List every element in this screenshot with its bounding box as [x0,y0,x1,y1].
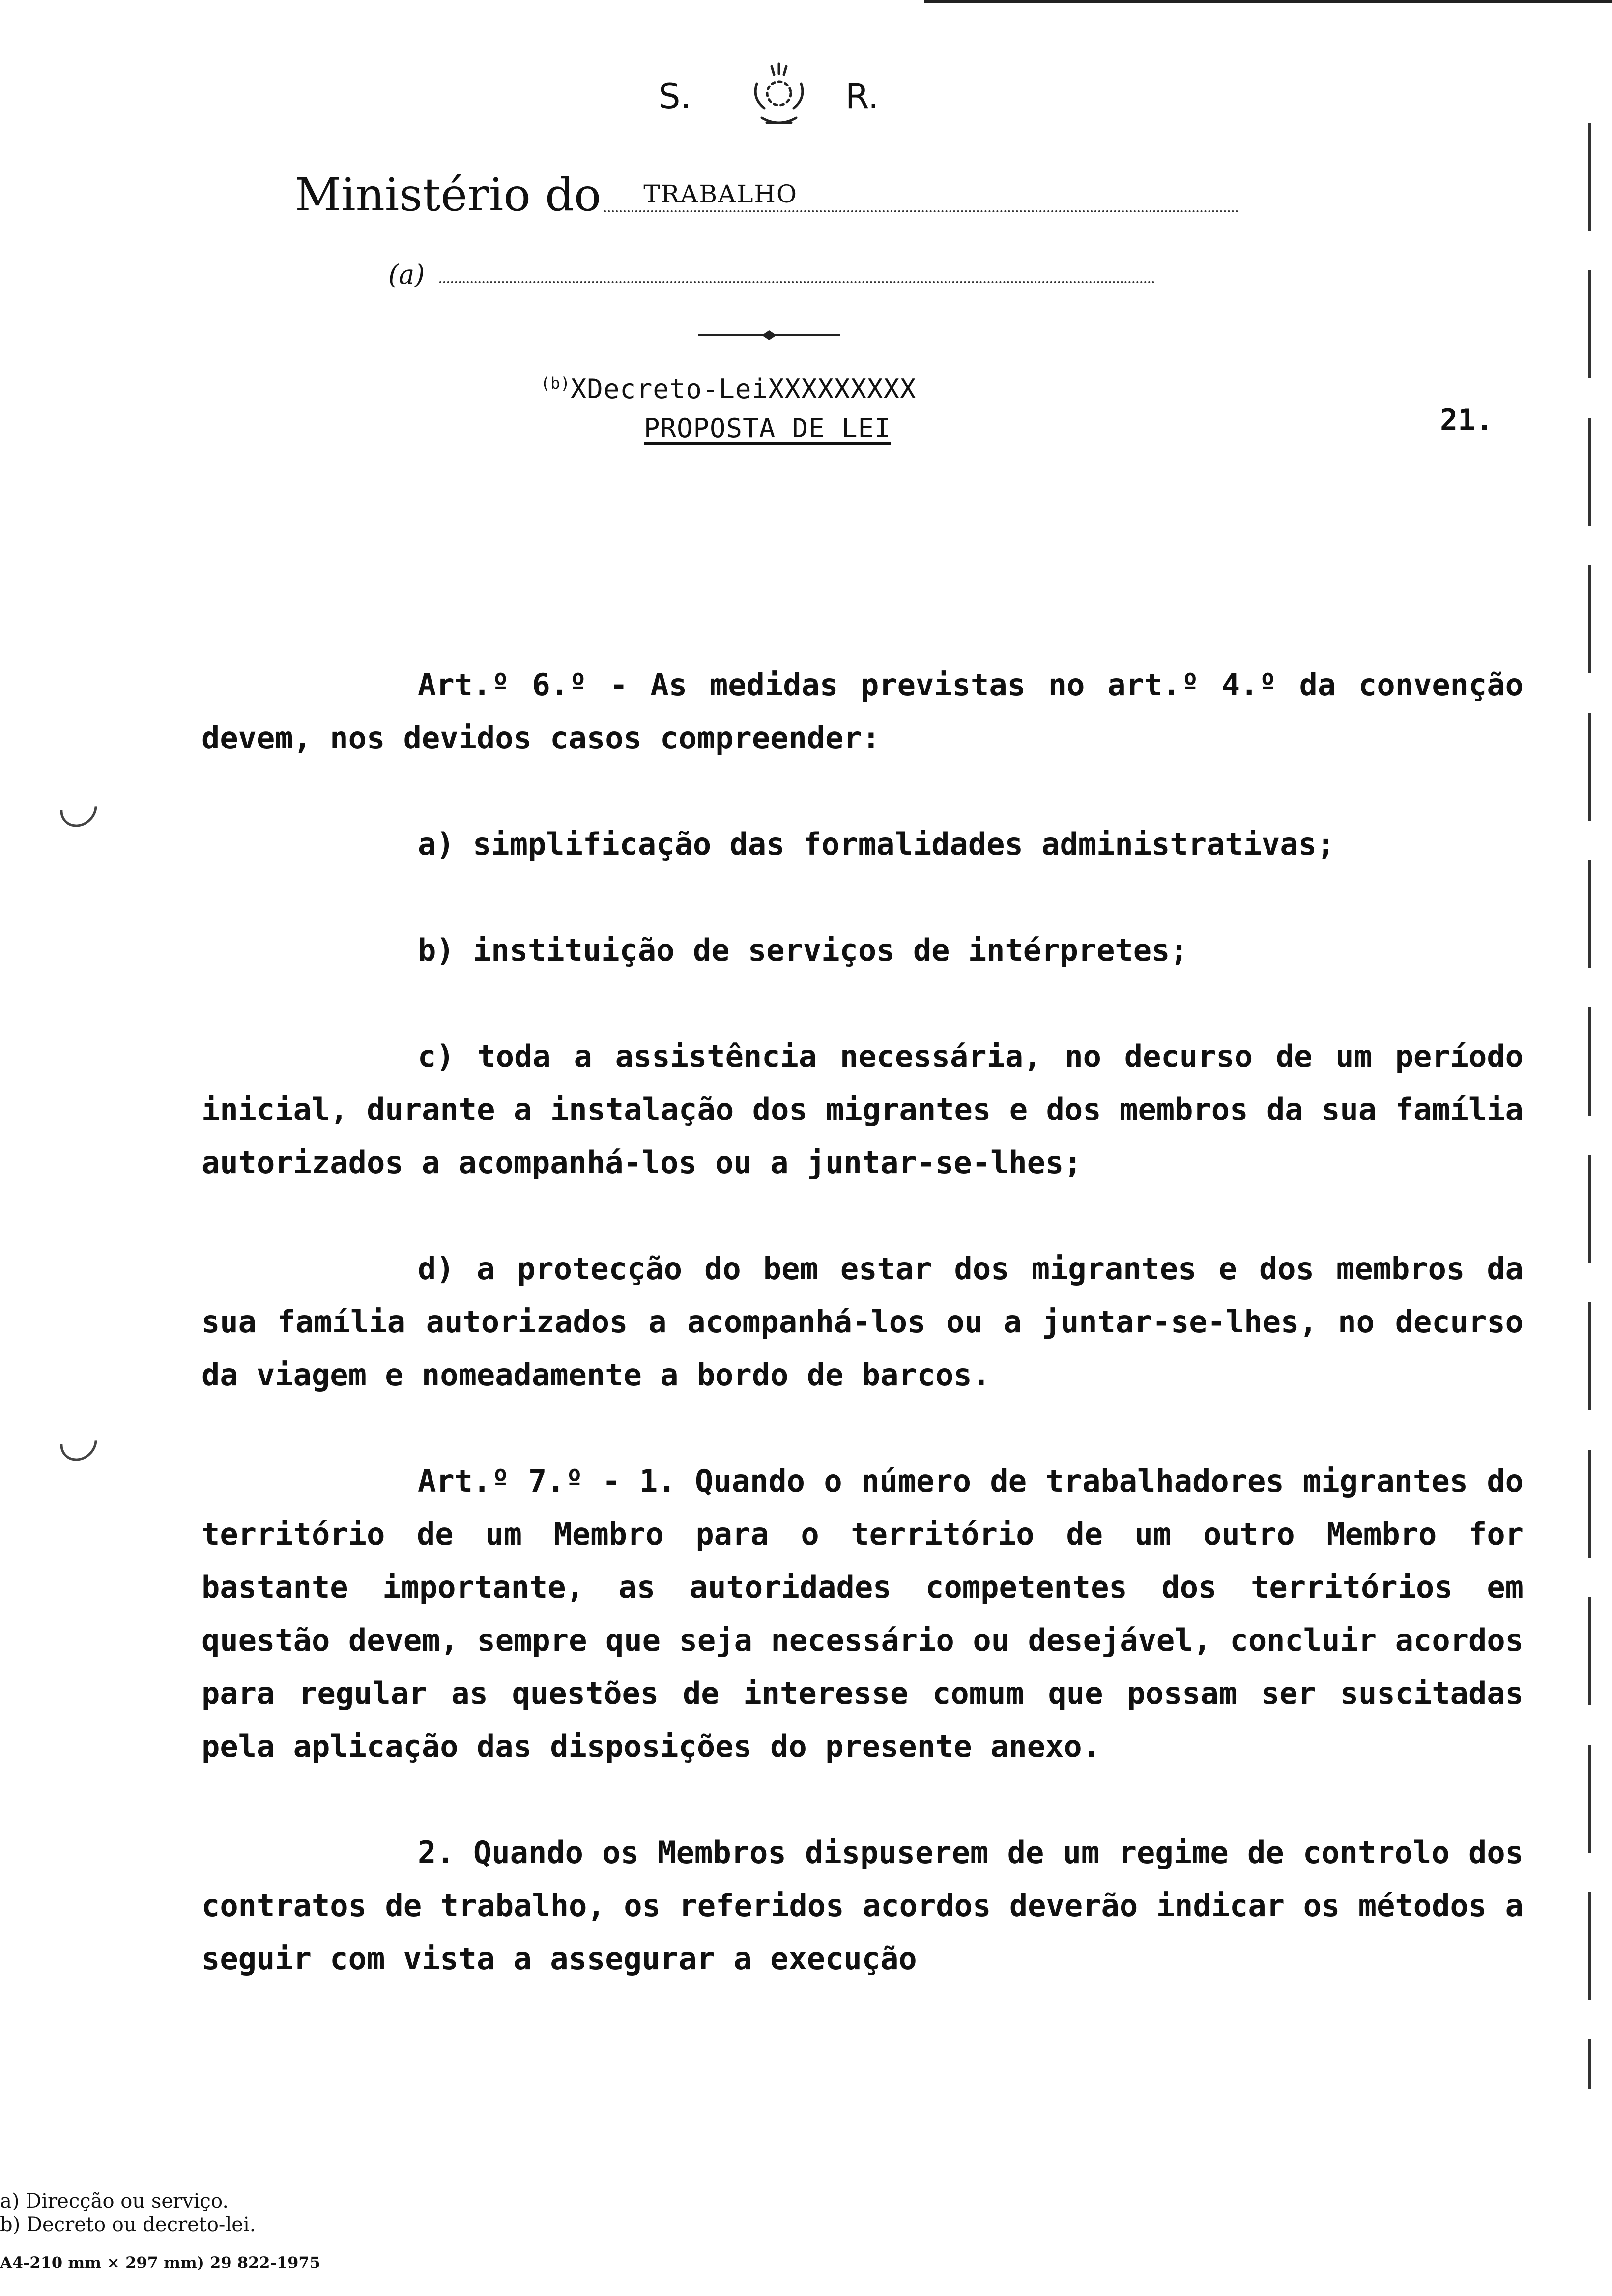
paragraph-item-c: c) toda a assistência necessária, no decurso de um período inicial, durante a instalação dos migrantes e dos membros da sua família autorizados a acompanhá-los ou a juntar-se-lhes; [202,1038,1524,1180]
ministry-label: Ministério do [295,169,602,221]
paragraph-item-a: a) simplificação das formalidades administrativas; [418,826,1335,862]
paragraph-item-d: d) a protecção do bem estar dos migrantes e dos membros da sua família autorizados a acompanhá-los ou a juntar-se-lhes, no decurso da viagem e nomeadamente a bordo de barcos. [202,1251,1524,1393]
punch-hole-mark [53,782,105,834]
footnote-b: b) Decreto ou decreto-lei. [0,2213,256,2236]
ministry-line [295,162,1238,221]
coat-of-arms-icon [737,54,821,133]
document-body [202,659,1524,2038]
footnotes [0,2189,256,2237]
service-line [388,251,1155,290]
header-right-letter: R. [845,76,879,116]
right-edge-rule [1588,123,1591,2089]
law-type-line [541,373,917,404]
service-fill-line [439,281,1155,283]
paragraph-art7-1: Art.º 7.º - 1. Quando o número de trabalhadores migrantes do território de um Membro para o território de um outro Membro for bastante importante, as autoridades competentes dos territórios em questão devem, sempre que seja necessário ou desejável, concluir acordos para regular as questões de interesse comum que possam ser suscitadas pela aplicação das disposições do presente anexo. [202,1463,1524,1764]
law-type-marker: (b) [541,374,571,393]
form-code: A4-210 mm × 297 mm) 29 822-1975 [0,2253,320,2272]
page-number: 21. [1440,403,1494,437]
ministry-value: TRABALHO [643,180,798,208]
footnote-a: a) Direcção ou serviço. [0,2190,229,2212]
paragraph-art7-2: 2. Quando os Membros dispuserem de um regime de controlo dos contratos de trabalho, os referidos acordos deverão indicar os métodos a seguir com vista a assegurar a execução [202,1835,1524,1977]
punch-hole-mark [53,1416,105,1468]
ministry-fill-line [604,181,1238,212]
paragraph-art6: Art.º 6.º - As medidas previstas no art.º 4.º da convenção devem, nos devidos casos compreender: [202,667,1524,756]
paragraph-item-b: b) instituição de serviços de intérpretes; [418,932,1188,968]
document-subtitle: PROPOSTA DE LEI [644,413,891,444]
header-left-letter: S. [659,76,691,116]
diamond-divider-icon [698,330,840,340]
service-label: (a) [388,259,425,290]
top-edge-rule [924,0,1612,3]
law-type-struck: XDecreto-LeiXXXXXXXXX [570,373,917,404]
